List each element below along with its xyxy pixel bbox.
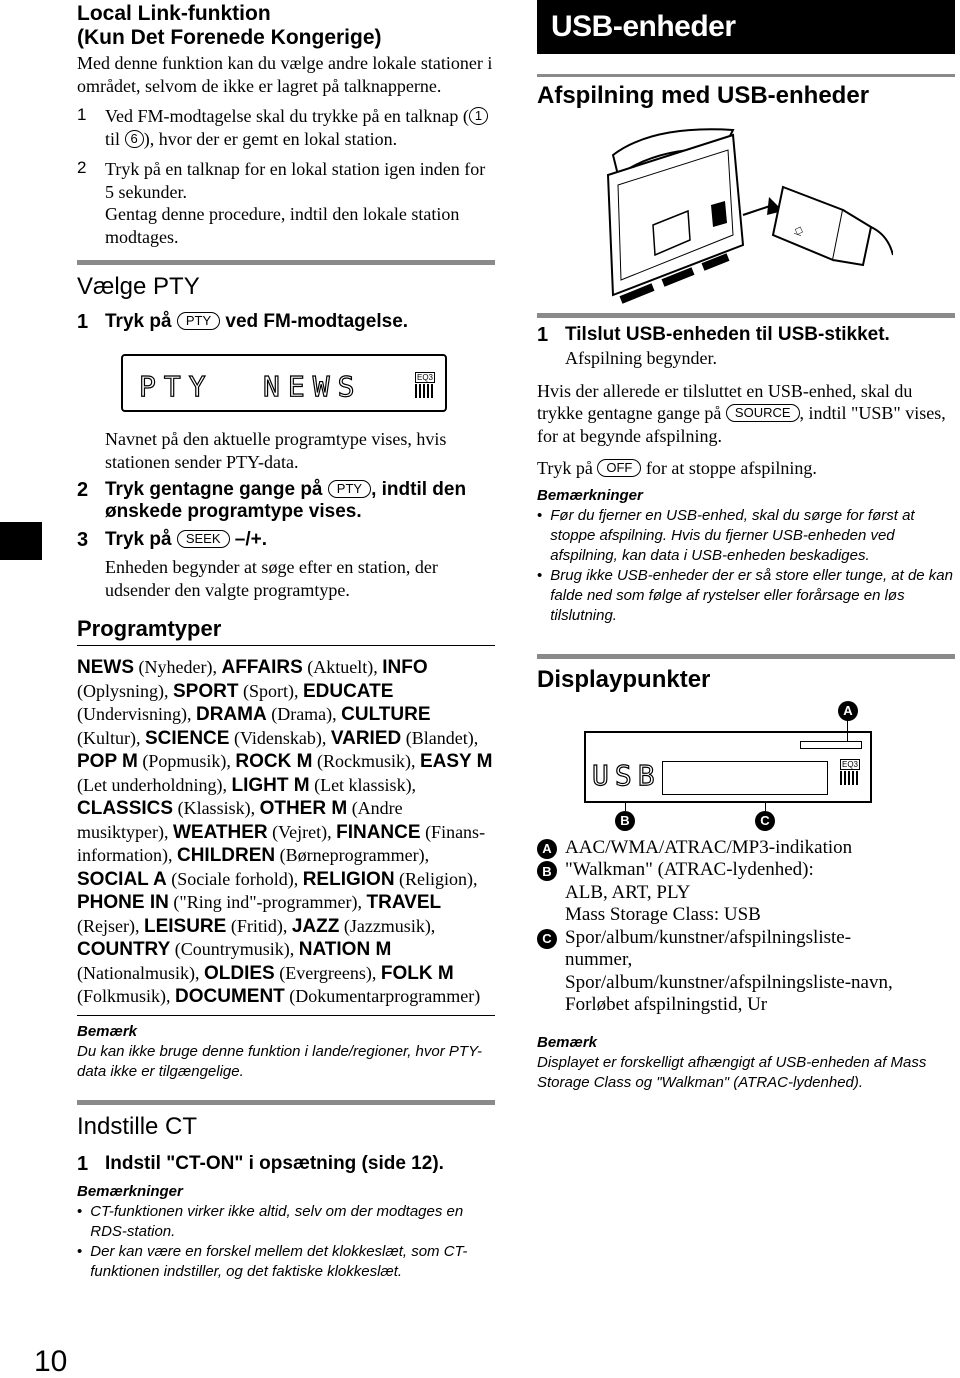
preset-6-button: 6	[125, 130, 144, 148]
program-type-code: OLDIES	[203, 962, 275, 984]
step-text-part: ved FM-modtagelse.	[225, 311, 409, 332]
program-type-code: INFO	[382, 657, 428, 678]
program-type-code: SCIENCE	[144, 727, 230, 749]
para-text: Hvis der allerede er tilsluttet en USB-enhed, skal du trykke gentagne gange på	[537, 380, 913, 423]
program-type-desc: (Undervisning),	[77, 704, 196, 724]
item-marker: B	[537, 861, 557, 881]
program-type-code: COUNTRY	[77, 939, 171, 960]
programtyper-title: Programtyper	[77, 616, 222, 641]
program-type-code: SOCIAL A	[77, 868, 167, 890]
item-line: ALB, ART, PLY	[565, 881, 691, 903]
display-item-b	[537, 859, 955, 927]
section-banner	[537, 0, 955, 54]
step-number: 1	[77, 1152, 89, 1175]
note-text: Brug ikke USB-enheder der er så store eller tunge, at de kan falde ned som følge af rystelser eller forårsage en løs tilslutning.	[550, 566, 953, 624]
ct-title: Indstille CT	[77, 1112, 198, 1140]
program-type-desc: (Fritid),	[226, 915, 292, 936]
playback-rule	[537, 313, 955, 318]
banner-rule	[537, 74, 955, 77]
program-type-desc: (Finans-information),	[77, 821, 486, 865]
program-type-desc: (Jazzmusik),	[339, 915, 436, 936]
program-type-code: NEWS	[77, 657, 134, 678]
seek-button: SEEK	[177, 530, 230, 548]
pty-step-3-desc: Enheden begynder at søge efter en station, der udsender den valgte programtype.	[105, 557, 438, 600]
eq-indicator: EQ3	[416, 373, 433, 382]
programtyper-section	[77, 615, 495, 1082]
eq-bars-icon	[415, 384, 435, 398]
local-link-section	[77, 0, 495, 248]
ct-note-item	[77, 1202, 495, 1242]
program-type-code: SPORT	[173, 680, 239, 702]
program-type-desc: (Børneprogrammer),	[275, 845, 430, 865]
lcd-frame	[584, 731, 872, 803]
ct-step-1	[77, 1153, 495, 1176]
program-type-desc: (Sociale forhold),	[166, 868, 303, 889]
ct-section	[77, 1113, 495, 1282]
section-rule	[77, 260, 495, 265]
program-type-desc: (Rejser),	[77, 915, 144, 936]
program-type-code: AFFAIRS	[221, 657, 303, 678]
program-type-desc: (Let underholdning),	[77, 774, 232, 795]
item-marker: C	[537, 929, 557, 949]
program-type-code: JAZZ	[291, 915, 340, 937]
program-type-code: TRAVEL	[366, 892, 442, 913]
step-text-part: Tryk gentagne gange på	[105, 479, 323, 500]
playback-title: Afspilning med USB-enheder	[537, 82, 870, 109]
step-text-part: Tryk på en talknap for en lokal station igen inden for 5 sekunder.	[105, 159, 486, 202]
pty-title: Vælge PTY	[77, 273, 200, 300]
display-text-right: NEWS	[263, 370, 363, 403]
bullet: •	[537, 506, 543, 524]
lcd-diagram	[537, 695, 955, 828]
step-text-part: Tryk på	[105, 311, 172, 332]
pty-button: PTY	[328, 480, 371, 498]
display-rule	[537, 654, 955, 659]
step-text-part: , indtil den ønskede programtype vises.	[105, 479, 467, 522]
display-item-c	[537, 927, 955, 1017]
step-number: 1	[77, 105, 87, 124]
callout-a-marker: A	[838, 701, 858, 721]
step-number: 2	[77, 158, 87, 177]
item-text	[565, 859, 814, 927]
display-note-text: Displayet er forskelligt afhængigt af USB-enheden af Mass Storage Class og "Walkman" (ATRAC-lydenhed).	[537, 1053, 927, 1091]
step-number: 1	[537, 324, 549, 346]
lcd-text: USB	[592, 758, 661, 792]
step-text-part: Ved FM-modtagelse skal du trykke på en talknap (	[105, 106, 469, 126]
page-number: 10	[34, 1345, 68, 1378]
program-type-code: LIGHT M	[231, 774, 310, 796]
program-type-desc: (Popmusik),	[137, 751, 236, 771]
program-type-code: EDUCATE	[302, 680, 394, 702]
program-type-code: FOLK M	[380, 962, 454, 984]
local-link-subtitle: (Kun Det Forenede Kongerige)	[77, 26, 382, 49]
note-text: Før du fjerner en USB-enhed, skal du sørge for først at stoppe afspilning. Hvis du fjerner USB-enheden ved afspilning, kan data i USB-enheden beskadiges.	[550, 506, 915, 564]
usb-notes-title: Bemærkninger	[537, 486, 643, 504]
program-type-desc: (Aktuelt),	[302, 657, 383, 677]
usb-note-item	[537, 566, 955, 626]
ct-notes-title: Bemærkninger	[77, 1182, 183, 1200]
usb-paragraph-2	[537, 457, 955, 480]
program-type-code: NATION M	[298, 939, 392, 960]
preset-1-button: 1	[469, 107, 488, 125]
step-text	[105, 529, 267, 552]
pty-step-3	[77, 529, 495, 552]
pty-step-1-desc: Navnet på den aktuelle programtype vises, hvis stationen sender PTY-data.	[105, 429, 447, 472]
step-number: 1	[77, 311, 89, 333]
svg-text:⎐: ⎐	[791, 222, 806, 240]
step-text-part: Gentag denne procedure, indtil den lokale station modtages.	[105, 204, 460, 247]
display-text-left: PTY	[139, 370, 214, 403]
usb-step-1	[537, 324, 955, 347]
program-type-desc: (Videnskab),	[229, 727, 331, 748]
source-button: SOURCE	[726, 404, 800, 422]
pty-display	[121, 354, 447, 412]
program-type-desc: (Klassisk),	[173, 798, 260, 818]
programtyper-note-text: Du kan ikke bruge denne funktion i lande/regioner, hvor PTY-data ikke er tilgængelige.	[77, 1042, 482, 1080]
program-type-desc: (Dokumentarprogrammer)	[284, 986, 481, 1006]
usb-connection-icon	[593, 115, 893, 305]
section-rule	[77, 1100, 495, 1105]
item-line: Mass Storage Class: USB	[565, 904, 761, 925]
lcd-main-area	[662, 761, 828, 795]
step-number: 3	[77, 529, 89, 551]
lcd-indicator-bar	[800, 741, 862, 749]
program-type-code: ROCK M	[235, 751, 313, 772]
item-line: "Walkman" (ATRAC-lydenhed):	[565, 859, 814, 880]
usb-note-item	[537, 506, 955, 566]
step-text	[105, 105, 495, 150]
lcd-eq: EQ3	[841, 759, 858, 769]
program-type-code: POP M	[77, 751, 138, 772]
local-link-step-2	[77, 158, 495, 248]
program-type-desc: (Rockmusik),	[312, 751, 420, 771]
program-type-desc: (Drama),	[266, 704, 342, 724]
program-type-desc: (Religion),	[394, 868, 478, 889]
program-type-desc: (Let klassisk),	[309, 774, 417, 795]
program-type-desc: (Nationalmusik),	[77, 962, 204, 983]
item-marker: A	[537, 839, 557, 859]
program-type-desc: ("Ring ind"-programmer),	[168, 892, 367, 912]
step-text-part: til	[105, 128, 125, 149]
bullet: •	[77, 1202, 83, 1220]
program-type-desc: (Folkmusik),	[77, 986, 176, 1006]
pty-section	[77, 273, 495, 601]
step-text	[105, 311, 408, 334]
display-item-a	[537, 837, 955, 860]
program-type-desc: (Andre musiktyper),	[77, 798, 403, 842]
pty-step-1	[77, 311, 495, 334]
programtyper-note-title: Bemærk	[77, 1022, 138, 1040]
program-type-desc: (Oplysning),	[77, 680, 173, 701]
program-type-code: DRAMA	[195, 704, 267, 725]
local-link-intro: Med denne funktion kan du vælge andre lokale stationer i området, selvom de ikke er lagret på talknapperne.	[77, 53, 493, 96]
callout-c-line	[765, 803, 766, 811]
program-type-code: PHONE IN	[77, 892, 169, 913]
usb-device-illustration	[593, 115, 893, 305]
step-text: Tilslut USB-enheden til USB-stikket.	[565, 324, 890, 345]
step-text	[105, 158, 495, 248]
banner-title: USB-enheder	[551, 10, 736, 43]
pty-button: PTY	[177, 312, 220, 330]
program-type-code: RELIGION	[302, 868, 395, 890]
local-link-step-1	[77, 105, 495, 150]
step-text-part: Tryk på	[105, 529, 172, 550]
program-type-desc: (Countrymusik),	[170, 939, 299, 959]
program-type-desc: (Kultur),	[77, 727, 145, 748]
program-type-desc: (Sport),	[238, 680, 303, 701]
usb-step-1-desc: Afspilning begynder.	[565, 348, 717, 368]
display-note-title: Bemærk	[537, 1033, 598, 1051]
right-column	[537, 0, 955, 1093]
para-text: Tryk på	[537, 458, 593, 478]
off-button: OFF	[597, 459, 641, 477]
program-type-code: CLASSICS	[77, 798, 174, 819]
program-type-code: CULTURE	[341, 704, 431, 725]
item-text: Spor/album/kunstner/afspilningsliste-nummer, Spor/album/kunstner/afspilningsliste-navn, Forløbet afspilningstid, Ur	[565, 926, 893, 1015]
note-text: Der kan være en forskel mellem det klokkeslæt, som CT-funktionen indstiller, og det faktiske klokkeslæt.	[90, 1242, 468, 1280]
bullet: •	[537, 566, 543, 584]
step-text-part: –/+.	[234, 529, 268, 550]
note-rule	[77, 1015, 495, 1016]
left-column	[77, 0, 495, 1282]
display-title: Displaypunkter	[537, 665, 711, 693]
program-type-code: LEISURE	[143, 915, 227, 937]
program-type-code: WEATHER	[173, 821, 268, 843]
program-type-code: CHILDREN	[176, 845, 276, 866]
callout-b-line	[625, 803, 626, 811]
display-items	[537, 837, 955, 1017]
program-type-code: DOCUMENT	[175, 986, 285, 1007]
note-text: CT-funktionen virker ikke altid, selv om der modtages en RDS-station.	[90, 1202, 464, 1240]
ct-note-item	[77, 1242, 495, 1282]
program-type-code: OTHER M	[259, 798, 348, 819]
usb-paragraph-1	[537, 380, 955, 448]
item-text: AAC/WMA/ATRAC/MP3-indikation	[565, 836, 853, 858]
programtyper-list	[77, 656, 495, 1009]
section-tab	[0, 522, 42, 560]
program-type-desc: (Blandet),	[401, 727, 479, 748]
step-text	[105, 479, 495, 523]
step-text: Indstil "CT-ON" i opsætning (side 12).	[105, 1152, 444, 1174]
para-text: for at stoppe afspilning.	[645, 458, 817, 478]
program-type-code: VARIED	[330, 727, 402, 749]
step-text-part: ), hvor der er gemt en lokal station.	[143, 128, 398, 149]
step-number: 2	[77, 479, 89, 501]
program-type-code: FINANCE	[336, 821, 421, 843]
program-type-desc: (Vejret),	[267, 821, 337, 842]
callout-b-marker: B	[615, 811, 635, 831]
program-type-desc: (Evergreens),	[274, 962, 381, 983]
pty-step-2	[77, 479, 495, 523]
callout-c-marker: C	[755, 811, 775, 831]
program-type-code: EASY M	[419, 751, 493, 772]
eq-bars-icon	[840, 771, 860, 785]
program-type-desc: (Nyheder),	[134, 657, 222, 677]
heading-rule	[77, 645, 495, 646]
para-text: , indtil "USB" vises, for at begynde afspilning.	[537, 403, 946, 446]
bullet: •	[77, 1242, 83, 1260]
local-link-title: Local Link-funktion	[77, 2, 271, 25]
